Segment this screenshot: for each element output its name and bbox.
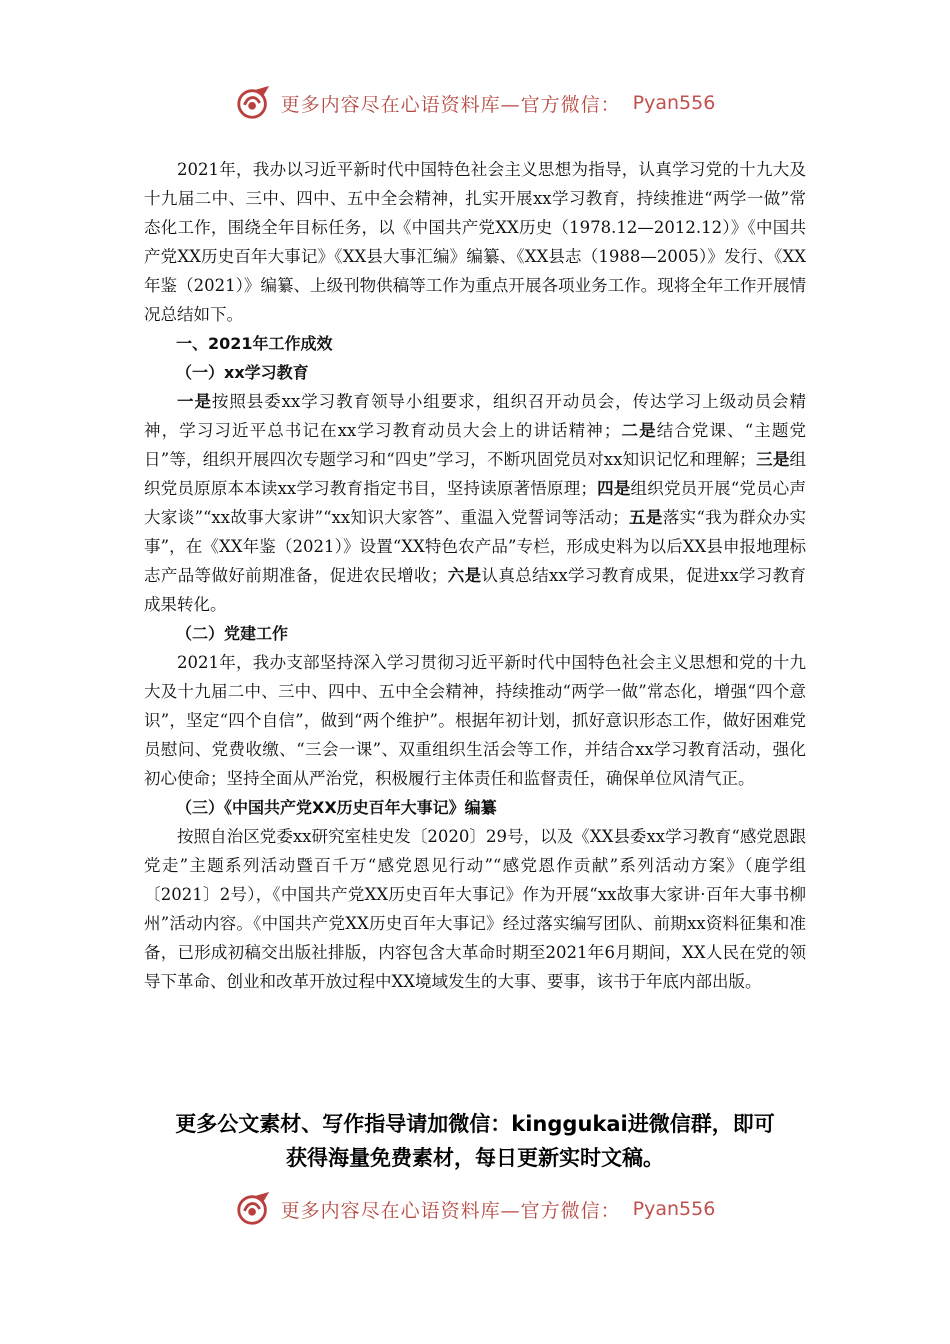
promo-line-1: 更多公文素材、写作指导请加微信：kinggukai进微信群，即可 xyxy=(175,1112,775,1136)
section2-paragraph: 2021年，我办支部坚持深入学习贯彻习近平新时代中国特色社会主义思想和党的十九大及十九届二中、三中、四中、五中全会精神，持续推动“两学一做”常态化，增强“四个意识”，坚定“四个自信”，做到“两个维护”。根据年初计划，抓好意识形态工作，做好困难党员慰问、党费收缴、“三会一课”、双重组织生活会等工作，并结合xx学习教育活动，强化初心使命；坚持全面从严治党，积极履行主体责任和监督责任，确保单位风清气正。 xyxy=(144,653,806,788)
header-watermark-banner xyxy=(0,84,950,122)
heading-achievements: 一、2021年工作成效 xyxy=(176,334,333,353)
section2-title: （二）党建工作 xyxy=(176,624,289,643)
section3-title: （三）《中国共产党XX历史百年大事记》编纂 xyxy=(176,798,497,817)
banner-wechat-id: Pyan556 xyxy=(632,92,716,114)
promo-text xyxy=(0,1107,950,1175)
item-label: 一是 xyxy=(177,392,212,411)
item-text: 结合党课、“主题党日”等，组织开展四次专题学习和“四史”学习，不断巩固党员对xx知识记忆和理解； xyxy=(144,421,807,469)
item-label: 五是 xyxy=(628,508,663,527)
item-text: 认真总结xx学习教育成果，促进xx学习教育成果转化。 xyxy=(144,566,807,614)
item-label: 六是 xyxy=(447,566,482,585)
item-text: 组织党员开展“党员心声大家谈”“xx故事大家讲”“xx知识大家答”、重温入党誓词等活动； xyxy=(144,479,807,527)
item-text: 落实“我为群众办实事”，在《XX年鉴（2021）》设置“XX特色农产品”专栏，形成史料为以后XX县申报地理标志产品等做好前期准备，促进农民增收； xyxy=(144,508,807,585)
banner-wechat-id: Pyan556 xyxy=(632,1198,716,1220)
item-label: 二是 xyxy=(620,421,657,440)
item-text: 按照县委xx学习教育领导小组要求，组织召开动员会，传达学习上级动员会精神，学习习近平总书记在xx学习教育动员大会上的讲话精神； xyxy=(144,392,806,440)
section3-paragraph: 按照自治区党委xx研究室桂史发〔2020〕29号，以及《XX县委xx学习教育“感党恩跟党走”主题系列活动暨百千万“感党恩见行动”“感党恩作贡献”系列活动方案》（鹿学组〔2021〕2号），《中国共产党XX历史百年大事记》作为开展“xx故事大家讲·百年大事书柳州”活动内容。《中国共产党XX历史百年大事记》经过落实编写团队、前期xx资料征集和准备，已形成初稿交出版社排版，内容包含大革命时期至2021年6月期间，XX人民在党的领导下革命、创业和改革开放过程中XX境域发生的大事、要事，该书于年底内部出版。 xyxy=(144,827,806,991)
brand-logo-icon xyxy=(235,84,273,122)
item-label: 三是 xyxy=(755,450,790,469)
section1-paragraph xyxy=(144,387,806,619)
banner-text: 更多内容尽在心语资料库—官方微信： xyxy=(280,93,621,116)
section1-title: （一）xx学习教育 xyxy=(176,363,309,382)
document-body xyxy=(144,155,806,996)
intro-paragraph: 2021年，我办以习近平新时代中国特色社会主义思想为指导，认真学习党的十九大及十九届二中、三中、四中、五中全会精神，扎实开展xx学习教育，持续推进“两学一做”常态化工作，围绕全年目标任务，以《中国共产党XX历史（1978.12—2012.12）》《中国共产党XX历史百年大事记》《XX县大事汇编》编纂、《XX县志（1988—2005）》发行、《XX年鉴（2021）》编纂、上级刊物供稿等工作为重点开展各项业务工作。现将全年工作开展情况总结如下。 xyxy=(144,160,806,324)
brand-logo-icon xyxy=(235,1190,273,1228)
banner-text: 更多内容尽在心语资料库—官方微信： xyxy=(280,1199,621,1222)
item-label: 四是 xyxy=(596,479,631,498)
item-text: 组织党员原原本本读xx学习教育指定书目，坚持读原著悟原理； xyxy=(144,450,807,498)
footer-watermark-banner xyxy=(0,1190,950,1228)
promo-line-2: 获得海量免费素材，每日更新实时文稿。 xyxy=(286,1146,664,1170)
